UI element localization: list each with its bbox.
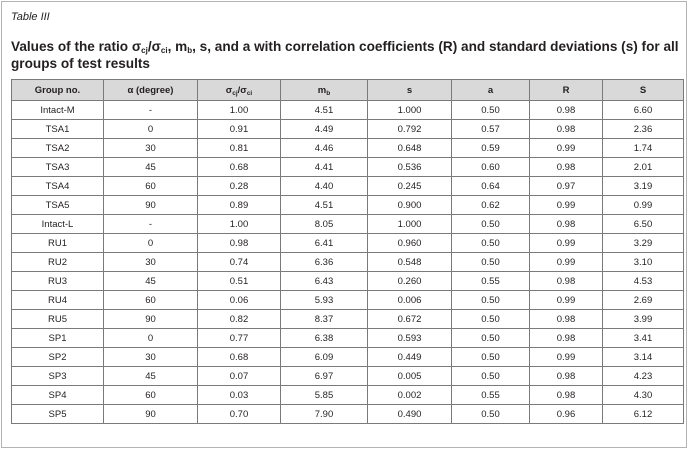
table-cell: 0.70 — [198, 405, 281, 424]
table-cell: 0.59 — [452, 139, 530, 158]
col-header-ratio — [198, 80, 281, 101]
table-cell: 3.14 — [603, 348, 684, 367]
table-cell: 0.98 — [530, 272, 603, 291]
table-cell: 0.99 — [530, 253, 603, 272]
table-cell: Intact-L — [12, 215, 104, 234]
col-header-group: Group no. — [12, 80, 104, 101]
table-cell: - — [104, 101, 198, 120]
table-cell: 90 — [104, 405, 198, 424]
table-cell: 30 — [104, 348, 198, 367]
table-cell: 0.50 — [452, 310, 530, 329]
table-cell: 0.50 — [452, 348, 530, 367]
table-cell: 0.03 — [198, 386, 281, 405]
table-row — [12, 139, 684, 158]
table-cell: 0.50 — [452, 329, 530, 348]
title-subscript: cj — [141, 46, 148, 55]
table-cell: 0.06 — [198, 291, 281, 310]
table-cell: 0.245 — [368, 177, 452, 196]
table-cell: 45 — [104, 272, 198, 291]
table-cell: 1.000 — [368, 101, 452, 120]
table-cell: 0.82 — [198, 310, 281, 329]
title-subscript: ci — [160, 46, 168, 55]
table-cell: 3.10 — [603, 253, 684, 272]
title-text: /σ — [147, 39, 161, 54]
table-cell: 0.99 — [530, 348, 603, 367]
table-cell: 6.50 — [603, 215, 684, 234]
table-cell: - — [104, 215, 198, 234]
table-cell: 60 — [104, 386, 198, 405]
table-cell: 2.01 — [603, 158, 684, 177]
table-cell: RU3 — [12, 272, 104, 291]
table-cell: 0.98 — [530, 386, 603, 405]
title-text: Values of the ratio σ — [11, 39, 142, 54]
table-cell: SP3 — [12, 367, 104, 386]
table-cell: RU1 — [12, 234, 104, 253]
table-cell: 1.00 — [198, 101, 281, 120]
col-header-a: a — [452, 80, 530, 101]
table-cell: 0.07 — [198, 367, 281, 386]
table-cell: 90 — [104, 310, 198, 329]
table-cell: 2.69 — [603, 291, 684, 310]
table-cell: 6.12 — [603, 405, 684, 424]
table-frame — [1, 1, 687, 448]
col-header-std: S — [603, 80, 684, 101]
table-cell: 4.51 — [281, 101, 368, 120]
table-cell: 0.98 — [530, 215, 603, 234]
table-cell: 0.60 — [452, 158, 530, 177]
table-cell: 60 — [104, 291, 198, 310]
table-cell: 0.81 — [198, 139, 281, 158]
table-cell: 1.74 — [603, 139, 684, 158]
table-row — [12, 215, 684, 234]
ratio-subscript: cj — [232, 89, 238, 97]
table-cell: 90 — [104, 196, 198, 215]
table-cell: 1.000 — [368, 215, 452, 234]
table-row — [12, 272, 684, 291]
table-cell: 0.548 — [368, 253, 452, 272]
table-row — [12, 291, 684, 310]
table-cell: 6.43 — [281, 272, 368, 291]
table-row — [12, 158, 684, 177]
table-cell: 2.36 — [603, 120, 684, 139]
table-cell: 5.85 — [281, 386, 368, 405]
results-table — [11, 79, 684, 424]
table-cell: 4.49 — [281, 120, 368, 139]
table-cell: 0 — [104, 329, 198, 348]
table-cell: 0.900 — [368, 196, 452, 215]
mb-main: m — [317, 84, 327, 96]
table-cell: 0.64 — [452, 177, 530, 196]
table-cell: 0.50 — [452, 101, 530, 120]
table-cell: 0.55 — [452, 272, 530, 291]
table-cell: 0.260 — [368, 272, 452, 291]
table-cell: 0.98 — [530, 310, 603, 329]
table-cell: TSA1 — [12, 120, 104, 139]
ratio-subscript: ci — [246, 89, 253, 97]
table-cell: 0.99 — [530, 234, 603, 253]
table-cell: TSA3 — [12, 158, 104, 177]
ratio-slash: /σ — [237, 84, 247, 96]
table-cell: 6.36 — [281, 253, 368, 272]
table-cell: RU2 — [12, 253, 104, 272]
table-cell: 0.99 — [530, 291, 603, 310]
header-row — [12, 80, 684, 101]
table-cell: 0.002 — [368, 386, 452, 405]
table-cell: 1.00 — [198, 215, 281, 234]
table-cell: TSA5 — [12, 196, 104, 215]
table-cell: SP2 — [12, 348, 104, 367]
table-cell: 0.55 — [452, 386, 530, 405]
table-row — [12, 196, 684, 215]
col-header-r: R — [530, 80, 603, 101]
table-cell: 30 — [104, 253, 198, 272]
mb-subscript: b — [326, 89, 331, 97]
table-row — [12, 405, 684, 424]
table-cell: Intact-M — [12, 101, 104, 120]
table-cell: 0.57 — [452, 120, 530, 139]
title-text: , s, and a with correlation coefficients (R) and standard deviations (s) for all groups of test results — [11, 39, 679, 71]
table-cell: 0.91 — [198, 120, 281, 139]
table-title — [11, 38, 683, 72]
col-header-s: s — [368, 80, 452, 101]
table-cell: 3.19 — [603, 177, 684, 196]
table-cell: 0.449 — [368, 348, 452, 367]
table-cell: TSA4 — [12, 177, 104, 196]
table-cell: 0.99 — [603, 196, 684, 215]
table-cell: 0.960 — [368, 234, 452, 253]
table-cell: 0.98 — [530, 120, 603, 139]
table-row — [12, 310, 684, 329]
table-row — [12, 386, 684, 405]
table-cell: 0.98 — [530, 101, 603, 120]
table-cell: 0.51 — [198, 272, 281, 291]
table-cell: 0.006 — [368, 291, 452, 310]
table-cell: 60 — [104, 177, 198, 196]
table-cell: 0.97 — [530, 177, 603, 196]
table-cell: 0.68 — [198, 348, 281, 367]
table-cell: 0.28 — [198, 177, 281, 196]
table-row — [12, 234, 684, 253]
table-cell: 5.93 — [281, 291, 368, 310]
table-cell: 0.672 — [368, 310, 452, 329]
ratio-main: σ — [225, 84, 233, 96]
col-header-alpha: α (degree) — [104, 80, 198, 101]
title-subscript: b — [187, 46, 193, 55]
table-cell: 0.89 — [198, 196, 281, 215]
table-cell: 3.41 — [603, 329, 684, 348]
table-cell: 6.60 — [603, 101, 684, 120]
table-cell: 0.74 — [198, 253, 281, 272]
table-row — [12, 367, 684, 386]
table-cell: 3.29 — [603, 234, 684, 253]
table-cell: 0 — [104, 234, 198, 253]
table-cell: 7.90 — [281, 405, 368, 424]
table-cell: 0.98 — [198, 234, 281, 253]
table-cell: 4.53 — [603, 272, 684, 291]
table-cell: 0.50 — [452, 234, 530, 253]
table-cell: TSA2 — [12, 139, 104, 158]
table-cell: 0.96 — [530, 405, 603, 424]
col-header-mb — [281, 80, 368, 101]
table-cell: SP1 — [12, 329, 104, 348]
table-cell: 6.38 — [281, 329, 368, 348]
table-cell: 0.648 — [368, 139, 452, 158]
table-cell: SP4 — [12, 386, 104, 405]
table-row — [12, 101, 684, 120]
table-cell: 0.536 — [368, 158, 452, 177]
table-cell: 4.41 — [281, 158, 368, 177]
table-cell: 6.41 — [281, 234, 368, 253]
table-cell: 8.05 — [281, 215, 368, 234]
table-cell: 0.50 — [452, 367, 530, 386]
table-cell: 8.37 — [281, 310, 368, 329]
table-cell: 0.98 — [530, 158, 603, 177]
table-cell: 0.62 — [452, 196, 530, 215]
table-row — [12, 177, 684, 196]
table-cell: 6.09 — [281, 348, 368, 367]
table-cell: 45 — [104, 158, 198, 177]
table-cell: 0.50 — [452, 291, 530, 310]
table-cell: 6.97 — [281, 367, 368, 386]
table-label: Table III — [11, 11, 50, 23]
table-cell: 4.23 — [603, 367, 684, 386]
table-cell: 45 — [104, 367, 198, 386]
table-cell: 0.99 — [530, 196, 603, 215]
table-cell: 0.50 — [452, 405, 530, 424]
table-row — [12, 348, 684, 367]
table-cell: SP5 — [12, 405, 104, 424]
table-cell: 0.77 — [198, 329, 281, 348]
table-cell: 0.68 — [198, 158, 281, 177]
table-cell: 0.50 — [452, 253, 530, 272]
table-cell: 0.98 — [530, 367, 603, 386]
title-text: , m — [167, 39, 188, 54]
table-cell: 0.593 — [368, 329, 452, 348]
table-cell: 0.50 — [452, 215, 530, 234]
table-cell: RU5 — [12, 310, 104, 329]
table-row — [12, 253, 684, 272]
table-cell: RU4 — [12, 291, 104, 310]
table-cell: 4.40 — [281, 177, 368, 196]
table-cell: 0.005 — [368, 367, 452, 386]
table-cell: 0.792 — [368, 120, 452, 139]
table-cell: 0.99 — [530, 139, 603, 158]
table-cell: 4.46 — [281, 139, 368, 158]
table-cell: 0.490 — [368, 405, 452, 424]
table-cell: 0 — [104, 120, 198, 139]
table-cell: 3.99 — [603, 310, 684, 329]
table-cell: 4.51 — [281, 196, 368, 215]
table-row — [12, 120, 684, 139]
table-cell: 30 — [104, 139, 198, 158]
table-cell: 0.98 — [530, 329, 603, 348]
table-cell: 4.30 — [603, 386, 684, 405]
table-row — [12, 329, 684, 348]
